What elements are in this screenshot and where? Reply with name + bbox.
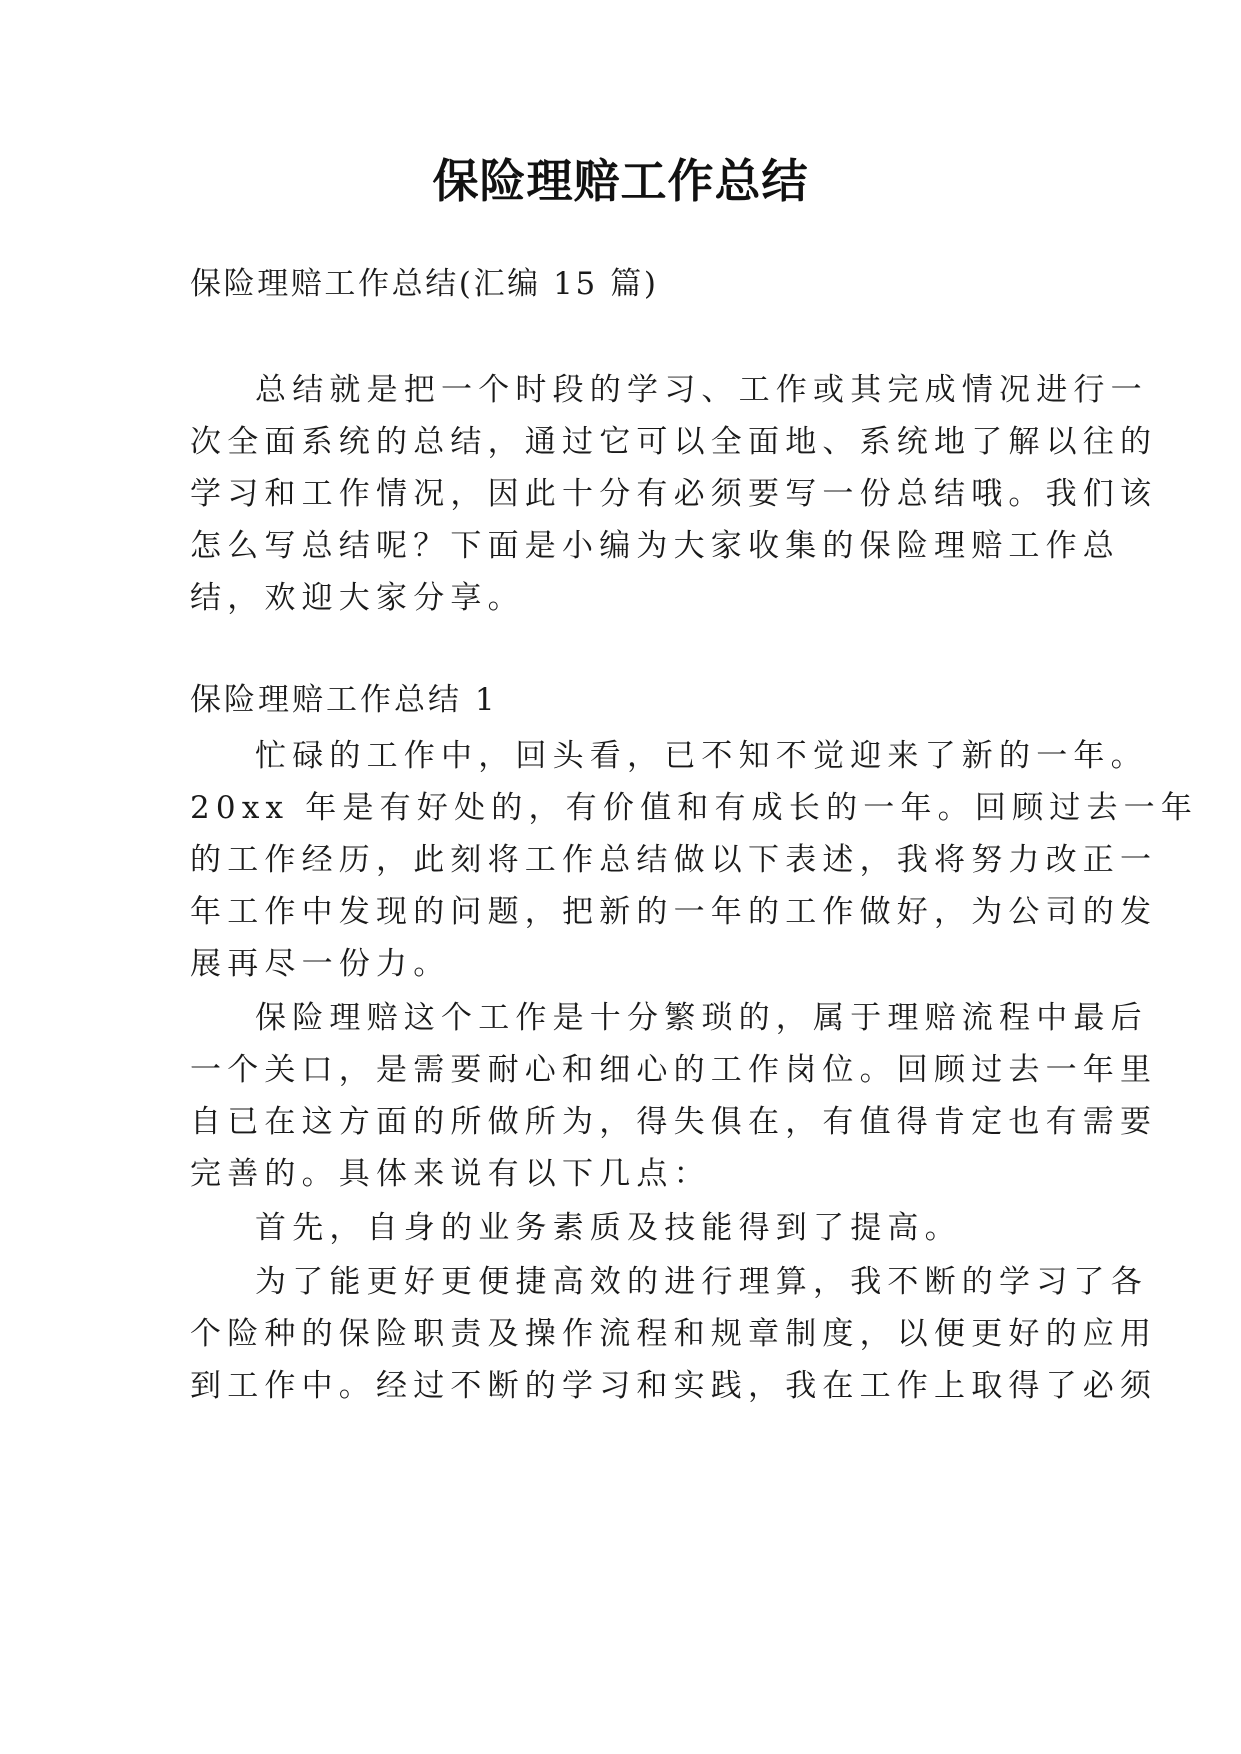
paragraph-line: 年工作中发现的问题，把新的一年的工作做好，为公司的发 [190, 894, 1158, 930]
paragraph-line: 完善的。具体来说有以下几点： [190, 1156, 711, 1192]
intro-line: 结，欢迎大家分享。 [190, 580, 525, 616]
paragraph-line: 到工作中。经过不断的学习和实践，我在工作上取得了必须 [190, 1368, 1158, 1404]
paragraph-line: 为了能更好更便捷高效的进行理算，我不断的学习了各 [255, 1264, 1148, 1300]
document-subtitle: 保险理赔工作总结(汇编 15 篇) [190, 266, 659, 302]
paragraph-line: 展再尽一份力。 [190, 946, 451, 982]
section-heading: 保险理赔工作总结 1 [190, 682, 498, 718]
paragraph-line: 的工作经历，此刻将工作总结做以下表述，我将努力改正一 [190, 842, 1158, 878]
paragraph-line: 一个关口，是需要耐心和细心的工作岗位。回顾过去一年里 [190, 1052, 1158, 1088]
paragraph-line: 保险理赔这个工作是十分繁琐的，属于理赔流程中最后 [255, 1000, 1148, 1036]
paragraph-line: 个险种的保险职责及操作流程和规章制度，以便更好的应用 [190, 1316, 1158, 1352]
intro-line: 学习和工作情况，因此十分有必须要写一份总结哦。我们该 [190, 476, 1158, 512]
document-title: 保险理赔工作总结 [432, 154, 809, 208]
intro-line: 怎么写总结呢？下面是小编为大家收集的保险理赔工作总 [190, 528, 1120, 564]
intro-line: 总结就是把一个时段的学习、工作或其完成情况进行一 [255, 372, 1148, 408]
paragraph-line: 忙碌的工作中，回头看，已不知不觉迎来了新的一年。 [255, 738, 1148, 774]
paragraph-line: 20xx 年是有好处的，有价值和有成长的一年。回顾过去一年 [190, 790, 1199, 826]
paragraph-line: 自已在这方面的所做所为，得失俱在，有值得肯定也有需要 [190, 1104, 1158, 1140]
paragraph-line: 首先，自身的业务素质及技能得到了提高。 [255, 1210, 962, 1246]
intro-line: 次全面系统的总结，通过它可以全面地、系统地了解以往的 [190, 424, 1158, 460]
